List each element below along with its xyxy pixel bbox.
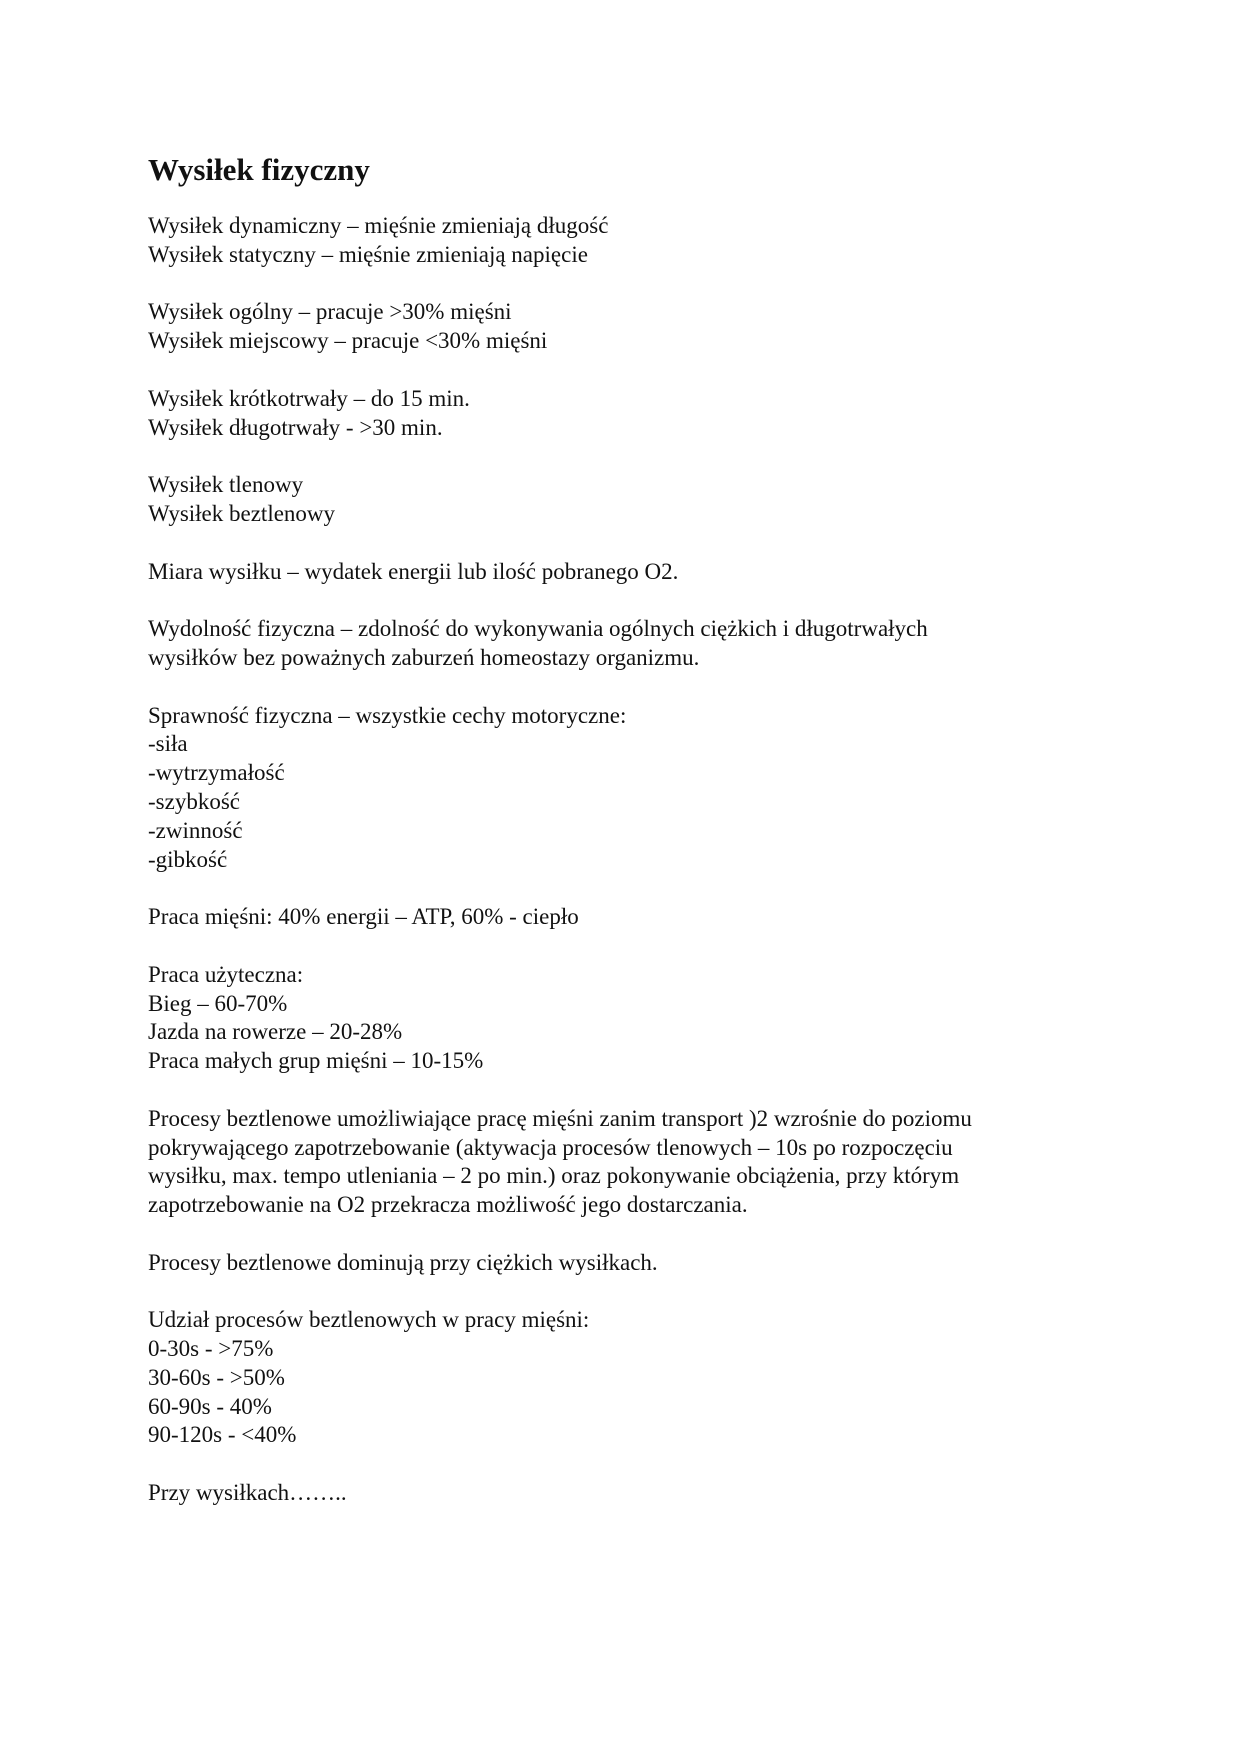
text-line: Wysiłek dynamiczny – mięśnie zmieniają długość [148, 213, 609, 238]
paragraph-physical-fitness [148, 702, 1108, 875]
list-item: -siła [148, 731, 188, 757]
paragraph-anaerobic-dominance [148, 1249, 1108, 1278]
text-line: Wysiłek ogólny – pracuje >30% mięśni [148, 299, 512, 325]
list-item: -szybkość [148, 788, 240, 814]
text-line: zapotrzebowanie na O2 przekracza możliwość jego dostarczania. [148, 1192, 748, 1218]
text-line: Procesy beztlenowe umożliwiające pracę mięśni zanim transport )2 wzrośnie do poziomu [148, 1105, 972, 1131]
text-line: pokrywającego zapotrzebowanie (aktywacja procesów tlenowych – 10s po rozpoczęciu [148, 1134, 953, 1160]
list-item: 0-30s - >75% [148, 1336, 274, 1362]
list-item: 90-120s - <40% [148, 1422, 297, 1448]
text-line: Miara wysiłku – wydatek energii lub ilość pobranego O2. [148, 558, 679, 584]
paragraph-effort-types-muscle [148, 212, 1108, 270]
text-line: wysiłku, max. tempo utleniania – 2 po min.) oraz pokonywanie obciążenia, przy którym [148, 1163, 960, 1189]
paragraph-anaerobic-processes [148, 1105, 1108, 1220]
list-item: -zwinność [148, 817, 243, 843]
text-line: Wysiłek miejscowy – pracuje <30% mięśni [148, 328, 548, 354]
list-item: Jazda na rowerze – 20-28% [148, 1019, 403, 1045]
text-line: Przy wysiłkach…….. [148, 1480, 347, 1506]
paragraph-useful-work [148, 961, 1108, 1076]
list-item: Bieg – 60-70% [148, 990, 288, 1016]
paragraph-effort-types-duration [148, 385, 1108, 443]
paragraph-trailing [148, 1479, 1108, 1508]
text-line: Wysiłek długotrwały - >30 min. [148, 414, 443, 440]
text-line: Praca użyteczna: [148, 961, 304, 987]
text-line: Wysiłek tlenowy [148, 472, 304, 498]
paragraph-effort-measure [148, 558, 1108, 587]
text-line: Wydolność fizyczna – zdolność do wykonywania ogólnych ciężkich i długotrwałych [148, 616, 928, 642]
text-line: Wysiłek krótkotrwały – do 15 min. [148, 385, 470, 411]
paragraph-anaerobic-share [148, 1306, 1108, 1450]
list-item: Praca małych grup mięśni – 10-15% [148, 1048, 484, 1074]
list-item: -gibkość [148, 846, 228, 872]
paragraph-effort-types-scope [148, 298, 1108, 356]
paragraph-physical-capacity [148, 615, 1108, 673]
text-line: Udział procesów beztlenowych w pracy mięśni: [148, 1307, 590, 1333]
text-line: Praca mięśni: 40% energii – ATP, 60% - ciepło [148, 904, 579, 930]
text-line: Sprawność fizyczna – wszystkie cechy motoryczne: [148, 702, 627, 728]
document-page [148, 150, 1108, 1508]
list-item: 60-90s - 40% [148, 1393, 272, 1419]
text-line: Procesy beztlenowe dominują przy ciężkich wysiłkach. [148, 1249, 658, 1275]
text-line: wysiłków bez poważnych zaburzeń homeostazy organizmu. [148, 644, 700, 670]
text-line: Wysiłek statyczny – mięśnie zmieniają napięcie [148, 241, 588, 267]
paragraph-effort-types-oxygen [148, 471, 1108, 529]
text-line: Wysiłek beztlenowy [148, 500, 336, 526]
list-item: -wytrzymałość [148, 760, 285, 786]
paragraph-muscle-work [148, 903, 1108, 932]
list-item: 30-60s - >50% [148, 1364, 285, 1390]
document-title: Wysiłek fizyczny [148, 152, 370, 187]
